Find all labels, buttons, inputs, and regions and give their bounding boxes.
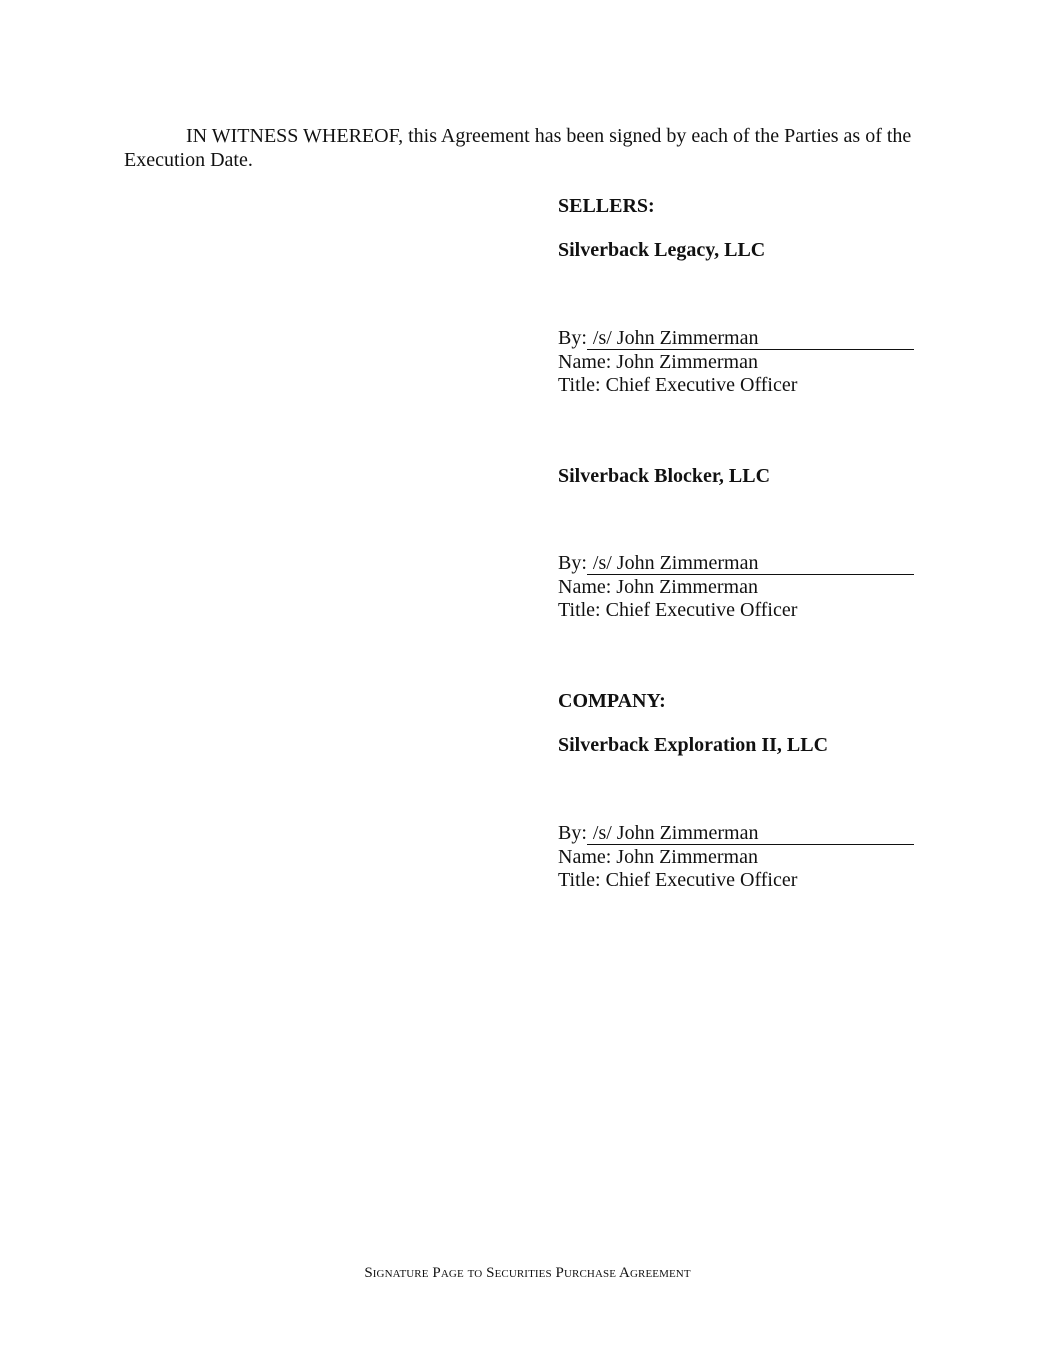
signatory-title: Title: Chief Executive Officer <box>558 869 798 891</box>
by-label: By: <box>558 327 587 349</box>
company-heading: COMPANY: <box>558 690 666 712</box>
by-label: By: <box>558 552 587 574</box>
by-label: By: <box>558 822 587 844</box>
signatory-title: Title: Chief Executive Officer <box>558 599 798 621</box>
signatory-name: Name: John Zimmerman <box>558 575 758 598</box>
signature-value: /s/ John Zimmerman <box>587 553 914 575</box>
signature-line <box>558 552 914 576</box>
signatory-title: Title: Chief Executive Officer <box>558 374 798 396</box>
witness-paragraph: IN WITNESS WHEREOF, this Agreement has been signed by each of the Parties as of the Execution Date. <box>124 125 912 171</box>
signature-block-silverback-blocker <box>558 552 914 623</box>
entity-name-silverback-exploration: Silverback Exploration II, LLC <box>558 734 829 756</box>
entity-name-silverback-legacy: Silverback Legacy, LLC <box>558 239 766 261</box>
signature-value: /s/ John Zimmerman <box>587 823 914 845</box>
signature-block-silverback-exploration <box>558 822 914 893</box>
signature-block-silverback-legacy <box>558 327 914 398</box>
signatory-name: Name: John Zimmerman <box>558 350 758 373</box>
signature-line <box>558 822 914 846</box>
sellers-heading: SELLERS: <box>558 195 655 217</box>
page-footer: Signature Page to Securities Purchase Agreement <box>364 1265 691 1281</box>
signatory-name: Name: John Zimmerman <box>558 845 758 868</box>
signature-value: /s/ John Zimmerman <box>587 328 914 350</box>
signature-line <box>558 327 914 351</box>
entity-name-silverback-blocker: Silverback Blocker, LLC <box>558 465 771 487</box>
